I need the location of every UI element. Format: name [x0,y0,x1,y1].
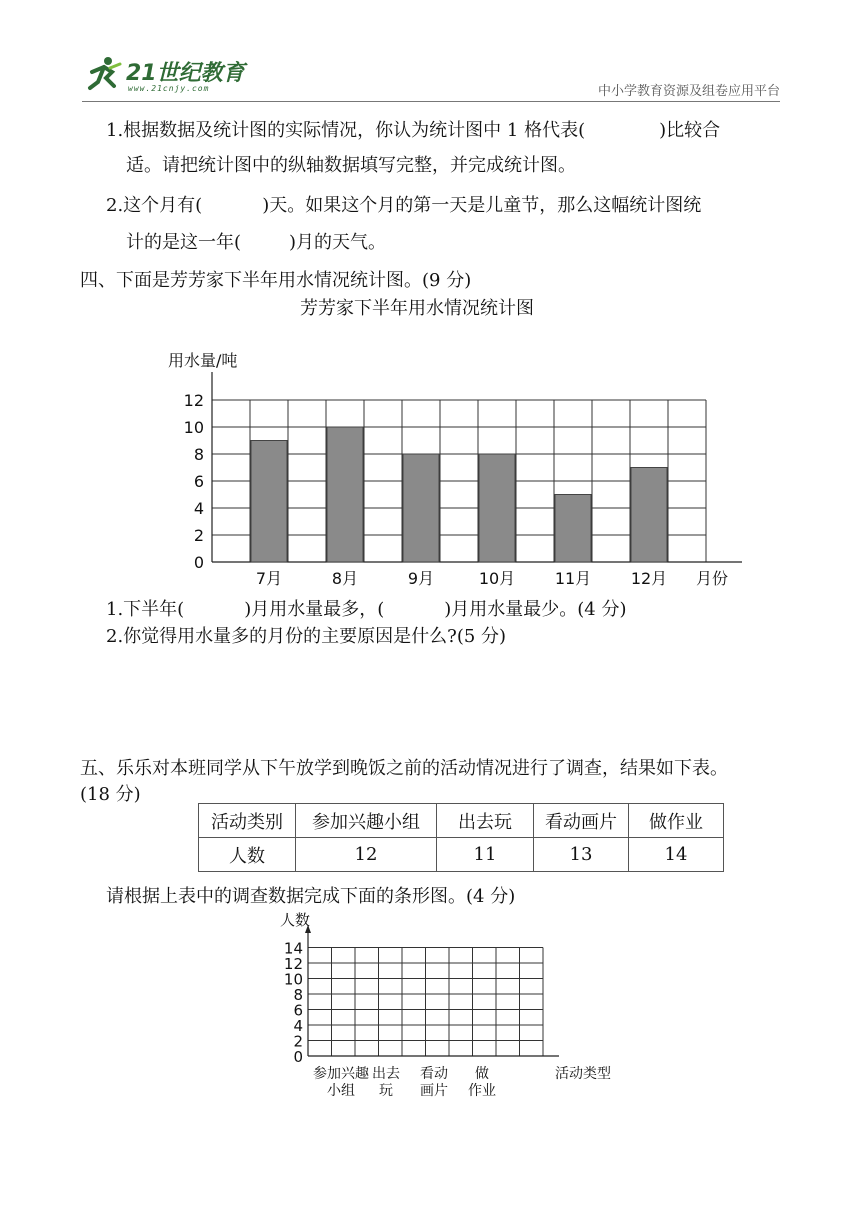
x-axis-label: 活动类型 [555,1066,611,1082]
y-axis-label: 用水量/吨 [168,351,238,370]
x-tick-label: 小组 [327,1083,355,1099]
table-cell: 14 [629,838,724,872]
table-row [199,838,724,872]
x-tick-label: 8月 [331,569,359,588]
s4-q1: 1.下半年( )月用水量最多，( )月用水量最少。(4 分) [106,599,627,620]
x-tick-label: 7月 [255,569,283,588]
table-header-cell: 活动类别 [199,804,296,838]
water-usage-chart [150,340,800,600]
s3-q2-line1: 2.这个月有( )天。如果这个月的第一天是儿童节，那么这幅统计图统 [106,195,702,216]
bar [631,468,667,563]
x-axis-label: 月份 [695,569,729,588]
x-tick-label: 9月 [407,569,435,588]
bar [251,441,287,563]
x-tick-label: 11月 [554,569,592,588]
survey-table [198,803,724,872]
x-tick-label: 看动 [420,1066,448,1082]
x-tick-label: 出去 [372,1066,400,1082]
header-divider [82,101,780,102]
bar [555,495,591,563]
y-tick-label: 12 [283,955,303,973]
s3-q1-line1: 1.根据数据及统计图的实际情况，你认为统计图中 1 格代表( )比较合 [106,120,721,141]
table-header-cell: 出去玩 [437,804,534,838]
y-axis-label: 人数 [280,911,311,929]
activity-blank-chart [270,905,611,1105]
table-row-label: 人数 [199,838,296,872]
table-cell: 11 [437,838,534,872]
y-tick-label: 6 [193,472,204,491]
x-tick-label: 12月 [630,569,668,588]
y-tick-label: 4 [293,1017,303,1035]
s4-q2: 2.你觉得用水量多的月份的主要原因是什么?(5 分) [106,626,507,647]
x-tick-label: 做 [475,1066,489,1082]
table-header-cell: 做作业 [629,804,724,838]
table-header-cell: 看动画片 [534,804,629,838]
s3-q2-line2: 计的是这一年( )月的天气。 [126,232,387,253]
x-tick-label: 10月 [478,569,516,588]
y-tick-label: 2 [293,1032,303,1051]
table-cell: 12 [296,838,437,872]
section4-heading: 四、下面是芳芳家下半年用水情况统计图。(9 分) [80,270,472,291]
runner-logo-icon [84,54,124,94]
y-tick-label: 12 [183,391,204,410]
y-tick-label: 10 [283,970,303,989]
bar [327,427,363,562]
logo-url-text: www.21cnjy.com [128,84,210,93]
x-tick-label: 作业 [468,1083,496,1099]
platform-name: 中小学教育资源及组卷应用平台 [597,84,780,99]
x-tick-label: 画片 [420,1083,448,1099]
chart1-title: 芳芳家下半年用水情况统计图 [300,298,534,319]
y-tick-label: 8 [193,445,204,464]
bar [479,454,515,562]
y-tick-label: 2 [193,526,204,545]
y-tick-label: 14 [283,939,303,958]
x-tick-label: 玩 [379,1083,393,1099]
section5-instruction: 请根据上表中的调查数据完成下面的条形图。(4 分) [106,886,516,907]
y-tick-label: 0 [293,1048,303,1066]
y-tick-label: 4 [193,499,204,518]
x-tick-label: 参加兴趣 [313,1066,369,1082]
section5-heading: 五、乐乐对本班同学从下午放学到晚饭之前的活动情况进行了调查，结果如下表。 [80,758,728,779]
y-tick-label: 8 [293,986,303,1004]
logo-text: 21世纪教育 [126,61,245,86]
table-header-row [199,804,724,838]
s3-q1-line2: 适。请把统计图中的纵轴数据填写完整，并完成统计图。 [126,155,576,176]
y-tick-label: 10 [183,418,204,437]
bar [403,454,439,562]
table-cell: 13 [534,838,629,872]
section5-points: (18 分) [80,784,141,805]
y-tick-label: 0 [193,553,204,572]
y-tick-label: 6 [293,1001,303,1020]
table-header-cell: 参加兴趣小组 [296,804,437,838]
